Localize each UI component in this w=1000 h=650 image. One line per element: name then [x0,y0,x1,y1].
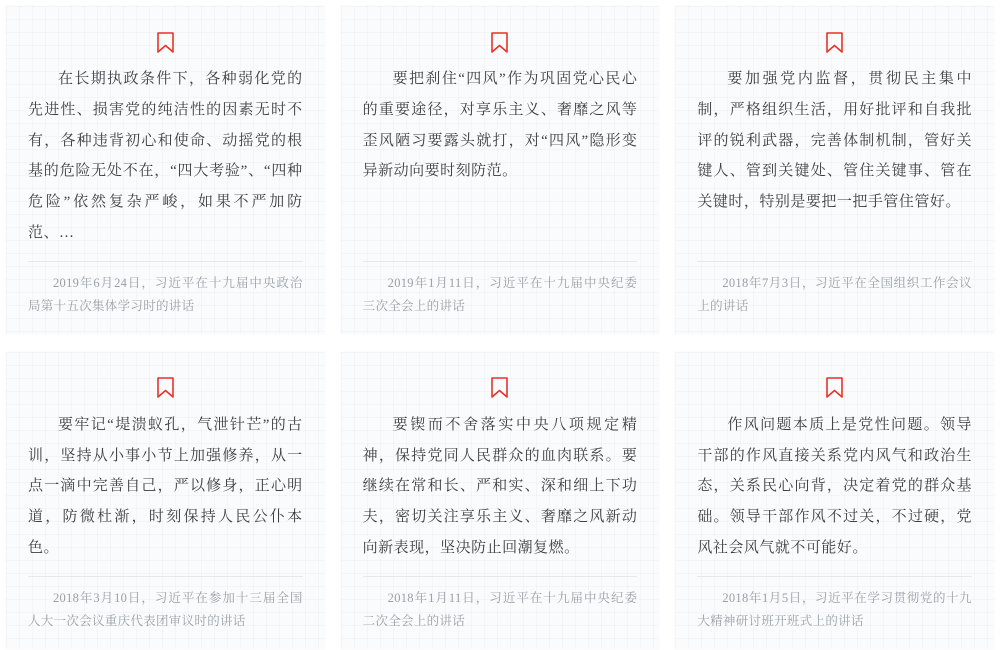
bookmark-icon [157,32,174,53]
quote-card[interactable] [341,6,660,334]
quote-text: 在长期执政条件下，各种弱化党的先进性、损害党的纯洁性的因素无时不有，各种违背初心和使命、动摇党的根基的危险无处不在，“四大考验”、“四种危险”依然复杂严峻，如果不严加防范、… [28,71,303,241]
quote-text: 要加强党内监督，贯彻民主集中制，严格组织生活，用好批评和自我批评的锐利武器，完善体制机制，管好关键人、管到关键处、管住关键事、管在关键时，特别是要把一把手管住管好。 [697,71,972,210]
quote-source: 2018年3月10日，习近平在参加十三届全国人大一次会议重庆代表团审议时的讲话 [28,590,303,628]
quote-text: 要牢记“堤溃蚁孔，气泄针芒”的古训，坚持从小事小节上加强修养，从一点一滴中完善自己，严以修身，正心明道，防微杜渐，时刻保持人民公仆本色。 [28,416,303,556]
bookmark-icon-wrap [697,22,972,62]
quote-source: 2019年6月24日，习近平在十九届中央政治局第十五次集体学习时的讲话 [28,275,303,313]
card-divider [697,261,972,262]
card-divider [28,261,303,262]
card-divider [28,576,303,577]
quote-source: 2018年7月3日，习近平在全国组织工作会议上的讲话 [697,275,972,313]
quote-text: 要锲而不舍落实中央八项规定精神，保持党同人民群众的血肉联系。要继续在常和长、严和实、深和细上下功夫，密切关注享乐主义、奢靡之风新动向新表现，坚决防止回潮复燃。 [362,416,638,556]
quote-text: 要把刹住“四风”作为巩固党心民心的重要途径，对享乐主义、奢靡之风等歪风陋习要露头就打，对“四风”隐形变异新动向要时刻防范。 [362,71,638,180]
quote-card[interactable] [675,352,994,649]
quote-card[interactable] [6,6,325,334]
bookmark-icon [826,32,843,53]
card-divider [363,576,638,577]
quote-source: 2018年1月5日，习近平在学习贯彻党的十九大精神研讨班开班式上的讲话 [697,590,972,628]
bookmark-icon [491,377,508,398]
quote-text: 作风问题本质上是党性问题。领导干部的作风直接关系党内风气和政治生态，关系民心向背，决定着党的群众基础。领导干部作风不过关，不过硬，党风社会风气就不可能好。 [697,416,972,556]
quote-card[interactable] [341,352,660,649]
quote-source: 2019年1月11日，习近平在十九届中央纪委三次全会上的讲话 [362,275,638,313]
quote-card[interactable] [675,6,994,334]
bookmark-icon-wrap [363,22,638,62]
bookmark-icon-wrap [697,368,972,408]
bookmark-icon [157,377,174,398]
bookmark-icon [491,32,508,53]
quote-card[interactable] [6,352,325,649]
bookmark-icon-wrap [28,22,303,62]
card-divider [363,261,638,262]
card-divider [697,576,972,577]
bookmark-icon-wrap [363,368,638,408]
bookmark-icon [826,377,843,398]
quote-source: 2018年1月11日，习近平在十九届中央纪委二次全会上的讲话 [362,590,638,628]
bookmark-icon-wrap [28,368,303,408]
